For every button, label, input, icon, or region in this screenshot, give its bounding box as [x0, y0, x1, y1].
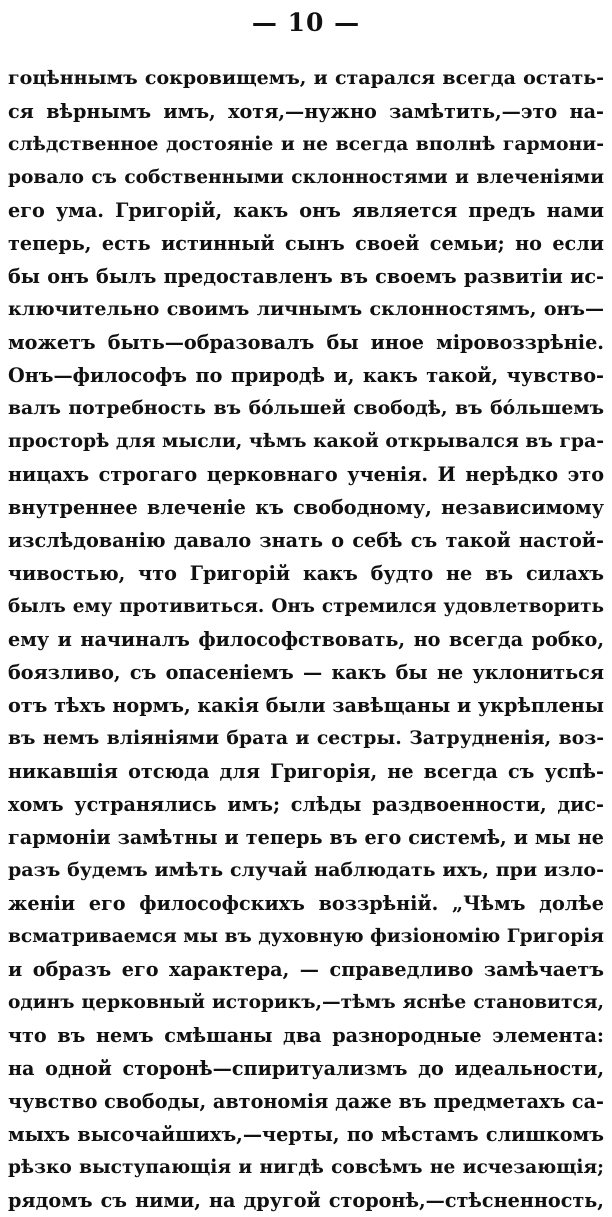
text-line: гоцѣннымъ сокровищемъ, и старался всегда остать-	[8, 67, 604, 89]
text-line: ся вѣрнымъ имъ, хотя,—нужно замѣтить,—это на-	[8, 100, 604, 123]
text-line: и образъ его характера, — справедливо замѣчаетъ	[8, 958, 604, 981]
text-line: слѣдственное достояніе и не всегда вполнѣ гармони-	[8, 133, 604, 155]
text-line: изслѣдованію давало знать о себѣ съ такой настой-	[8, 529, 604, 552]
text-line: чувство свободы, автономія даже въ предметахъ са-	[8, 1090, 604, 1113]
text-line: Онъ—философъ по природѣ и, какъ такой, чувство-	[8, 364, 604, 387]
text-line: можетъ быть—образовалъ бы иное міровоззрѣніе.	[8, 331, 604, 354]
text-line: ему и начиналъ философствовать, но всегда робко,	[8, 628, 604, 651]
text-line: гармоніи замѣтны и теперь въ его системѣ, и мы не	[8, 826, 604, 849]
text-line: ключительно своимъ личнымъ склонностямъ, онъ—	[8, 298, 604, 320]
text-line: былъ ему противиться. Онъ стремился удовлетворить	[8, 596, 604, 617]
text-line: одинъ церковный историкъ,—тѣмъ яснѣе становится,	[8, 992, 604, 1013]
text-line: рядомъ съ ними, на другой сторонѣ,—стѣсненность,	[8, 1189, 604, 1212]
text-line: хомъ устранялись имъ; слѣды раздвоенности, дис-	[8, 793, 604, 816]
text-line: боязливо, съ опасеніемъ — какъ бы не уклониться	[8, 661, 604, 684]
text-line: въ немъ вліяніями брата и сестры. Затрудненія, воз-	[8, 727, 604, 749]
text-line: ницахъ строгаго церковнаго ученія. И нерѣдко это	[8, 463, 604, 486]
text-line: женіи его философскихъ воззрѣній. „Чѣмъ долѣе	[8, 892, 604, 915]
body-text	[8, 62, 604, 1217]
text-line: рѣзко выступающія и нигдѣ совсѣмъ не исчезающія;	[8, 1157, 604, 1178]
text-line: никавшія отсюда для Григорія, не всегда съ успѣ-	[8, 760, 604, 783]
text-line: валъ потребность въ бóльшей свободѣ, въ бóльшемъ	[8, 397, 604, 419]
text-line: что въ немъ смѣшаны два разнородные элемента:	[8, 1024, 604, 1047]
text-line: теперь, есть истинный сынъ своей семьи; но если	[8, 232, 604, 255]
text-line: просторѣ для мысли, чѣмъ какой открывался въ гра-	[8, 430, 604, 452]
text-line: разъ будемъ имѣть случай наблюдать ихъ, при изло-	[8, 859, 604, 881]
text-line: ровало съ собственными склонностями и влеченіями	[8, 167, 604, 188]
text-line: мыхъ высочайшихъ,—черты, по мѣстамъ слишкомъ	[8, 1123, 604, 1146]
text-line: на одной сторонѣ—спиритуализмъ до идеальности,	[8, 1057, 604, 1080]
text-line: его ума. Григорій, какъ онъ является предъ нами	[8, 199, 604, 222]
text-line: чивостью, что Григорій какъ будто не въ силахъ	[8, 562, 604, 585]
text-line: всматриваемся мы въ духовную физіономію Григорія	[8, 926, 604, 947]
text-line: отъ тѣхъ нормъ, какія были завѣщаны и укрѣплены	[8, 694, 604, 717]
text-line: бы онъ былъ предоставленъ въ своемъ развитіи ис-	[8, 265, 604, 288]
page-number: — 10 —	[251, 8, 361, 37]
text-line: внутреннее влеченіе къ свободному, независимому	[8, 496, 604, 519]
